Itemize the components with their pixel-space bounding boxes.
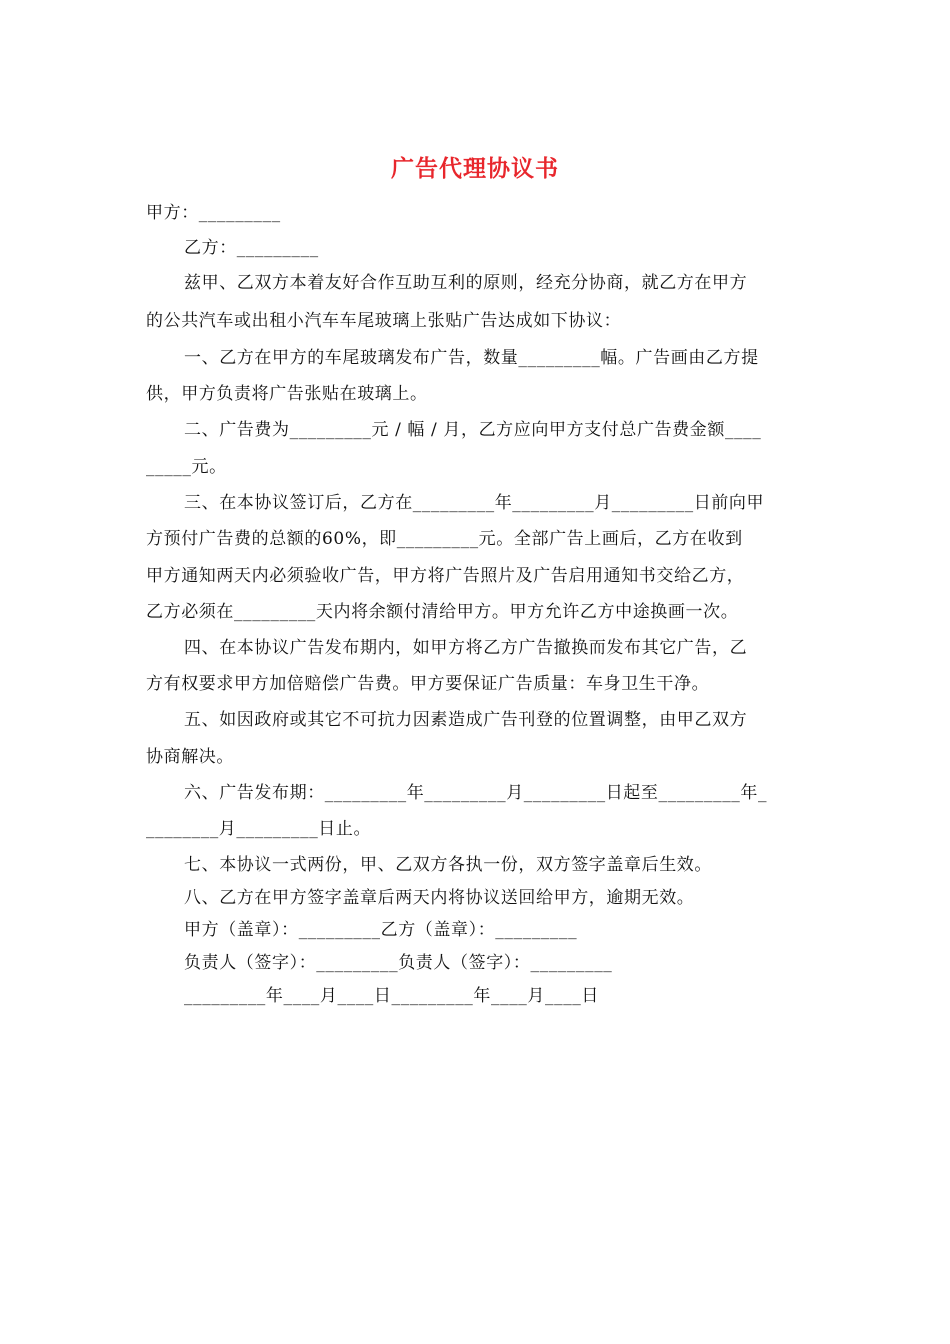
preamble-line-2: 的公共汽车或出租小汽车车尾玻璃上张贴广告达成如下协议： (146, 311, 622, 331)
clause-3-line-2: 方预付广告费的总额的60%，即_________元。全部广告上画后，乙方在收到 (146, 529, 743, 549)
clause-2-line-2: _____元。 (146, 457, 227, 477)
clause-3-line-1: 三、在本协议签订后，乙方在_________年_________月_________日前向甲 (184, 493, 765, 513)
clause-6-line-1: 六、广告发布期：_________年_________月_________日起至_________年_ (184, 783, 768, 803)
clause-4-line-2: 方有权要求甲方加倍赔偿广告费。甲方要保证广告质量：车身卫生干净。 (146, 674, 710, 694)
party-b-line: 乙方：_________ (184, 238, 319, 258)
date-line: _________年____月____日_________年____月____日 (184, 986, 599, 1006)
preamble-line-1: 兹甲、乙双方本着友好合作互助互利的原则，经充分协商，就乙方在甲方 (184, 273, 748, 293)
document-title: 广告代理协议书 (391, 155, 559, 182)
seal-line: 甲方（盖章）：_________乙方（盖章）：_________ (184, 920, 578, 940)
clause-1-line-2: 供，甲方负责将广告张贴在玻璃上。 (146, 384, 428, 404)
clause-7-line: 七、本协议一式两份，甲、乙双方各执一份，双方签字盖章后生效。 (184, 855, 712, 875)
clause-1-line-1: 一、乙方在甲方的车尾玻璃发布广告，数量_________幅。广告画由乙方提 (184, 348, 759, 368)
clause-5-line-2: 协商解决。 (146, 747, 234, 767)
signature-line: 负责人（签字）：_________负责人（签字）：_________ (184, 953, 613, 973)
party-a-line: 甲方：_________ (146, 203, 281, 223)
clause-2-line-1: 二、广告费为_________元 / 幅 / 月，乙方应向甲方支付总广告费金额____ (184, 420, 762, 440)
clause-8-line: 八、乙方在甲方签字盖章后两天内将协议送回给甲方，逾期无效。 (184, 888, 695, 908)
clause-4-line-1: 四、在本协议广告发布期内，如甲方将乙方广告撤换而发布其它广告，乙 (184, 638, 748, 658)
clause-3-line-4: 乙方必须在_________天内将余额付清给甲方。甲方允许乙方中途换画一次。 (146, 602, 739, 622)
clause-5-line-1: 五、如因政府或其它不可抗力因素造成广告刊登的位置调整，由甲乙双方 (184, 710, 748, 730)
clause-3-line-3: 甲方通知两天内必须验收广告，甲方将广告照片及广告启用通知书交给乙方， (146, 566, 745, 586)
clause-6-line-2: ________月_________日止。 (146, 819, 372, 839)
